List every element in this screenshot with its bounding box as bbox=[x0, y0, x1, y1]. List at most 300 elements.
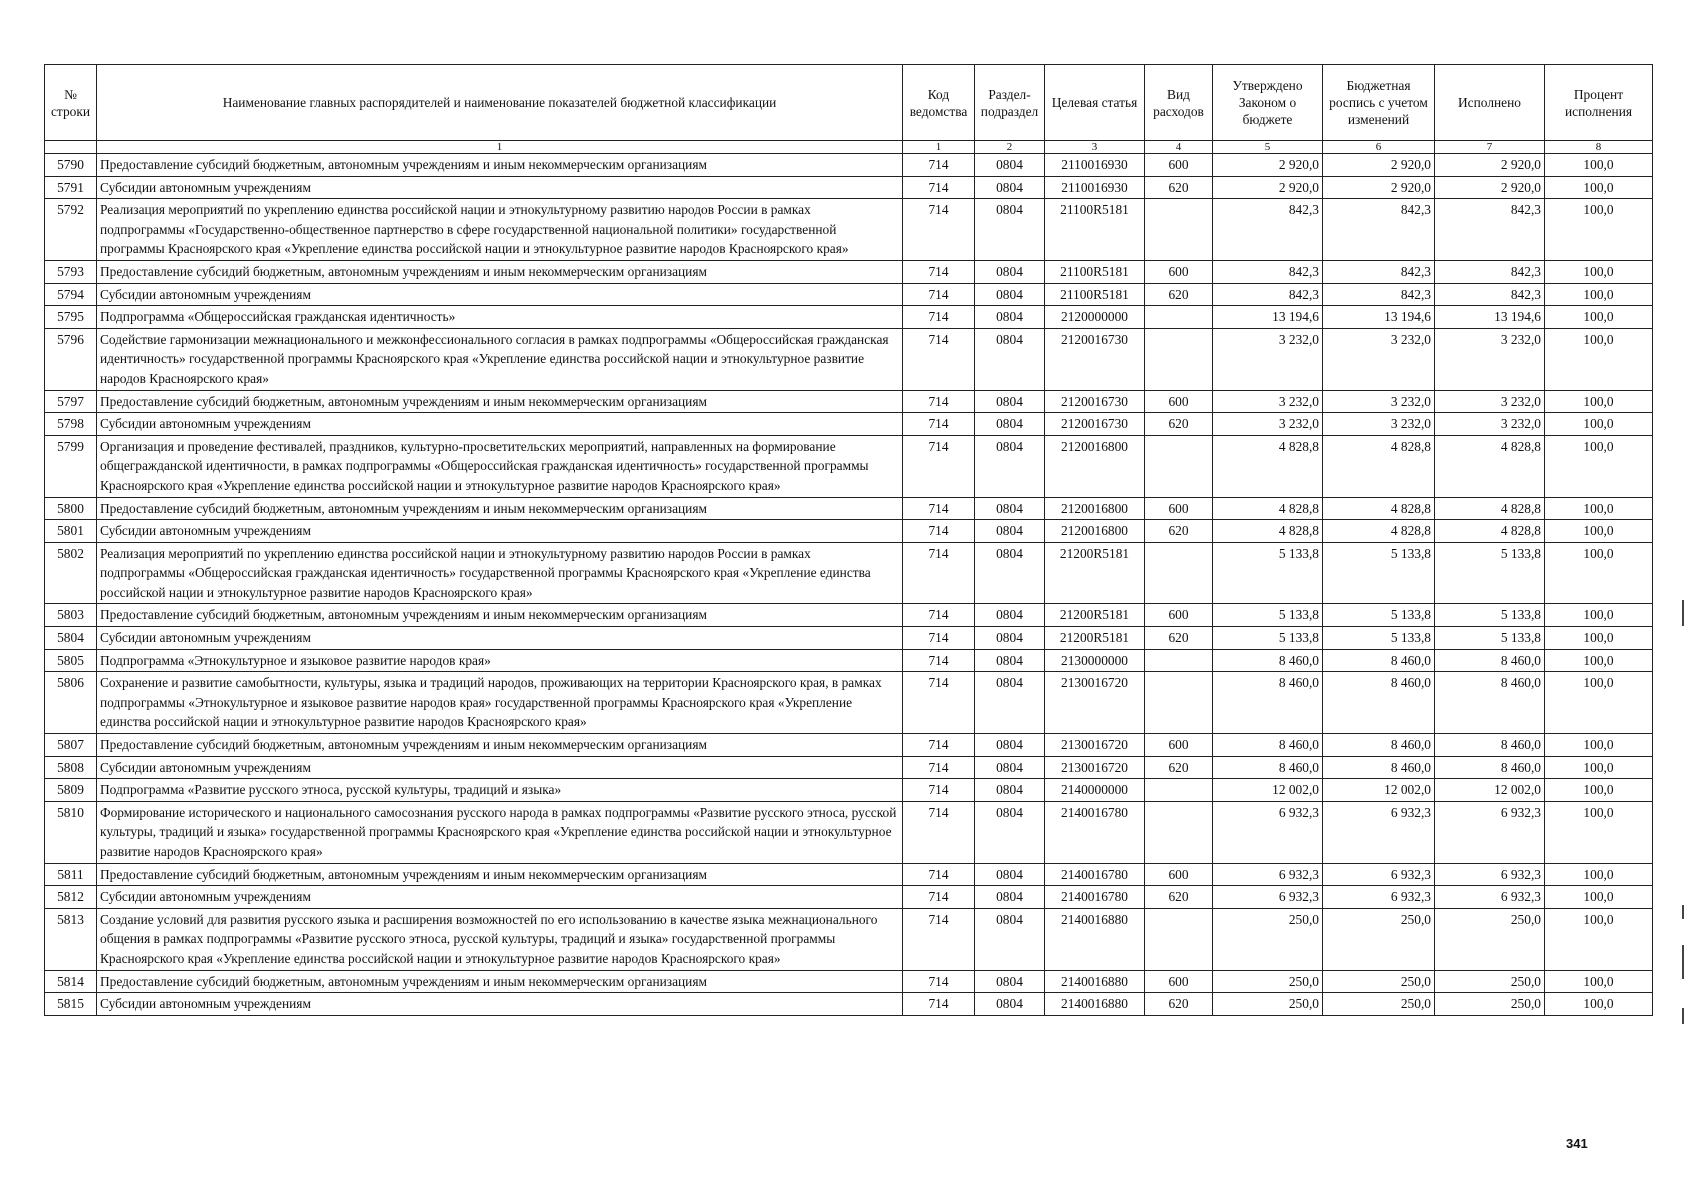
execution-percent: 100,0 bbox=[1545, 756, 1653, 779]
section-code: 0804 bbox=[975, 260, 1045, 283]
scan-edge-mark bbox=[1682, 905, 1684, 919]
expense-type: 620 bbox=[1145, 993, 1213, 1016]
budget-amount: 250,0 bbox=[1323, 908, 1435, 970]
table-row bbox=[45, 672, 1653, 734]
header-executed: Исполнено bbox=[1435, 65, 1545, 141]
target-item: 2140016780 bbox=[1045, 863, 1145, 886]
dept-code: 714 bbox=[903, 649, 975, 672]
dept-code: 714 bbox=[903, 908, 975, 970]
executed-amount: 250,0 bbox=[1435, 970, 1545, 993]
executed-amount: 6 932,3 bbox=[1435, 863, 1545, 886]
dept-code: 714 bbox=[903, 390, 975, 413]
budget-amount: 842,3 bbox=[1323, 283, 1435, 306]
row-name: Субсидии автономным учреждениям bbox=[97, 886, 903, 909]
target-item: 2130000000 bbox=[1045, 649, 1145, 672]
budget-amount: 4 828,8 bbox=[1323, 520, 1435, 543]
expense-type bbox=[1145, 306, 1213, 329]
row-name: Сохранение и развитие самобытности, культуры, языка и традиций народов, проживающих на территории Красноярского края, в рамках подпрограммы «Этнокультурное и языковое развитие народов края» государственной программы Красноярского края «Укрепление единства российской нации и этнокультурное развитие народов Красноярского края» bbox=[97, 672, 903, 734]
expense-type: 600 bbox=[1145, 390, 1213, 413]
section-code: 0804 bbox=[975, 520, 1045, 543]
approved-amount: 842,3 bbox=[1213, 199, 1323, 261]
dept-code: 714 bbox=[903, 199, 975, 261]
table-row bbox=[45, 520, 1653, 543]
expense-type bbox=[1145, 435, 1213, 497]
row-number: 5802 bbox=[45, 542, 97, 604]
budget-amount: 5 133,8 bbox=[1323, 627, 1435, 650]
row-number: 5796 bbox=[45, 328, 97, 390]
execution-percent: 100,0 bbox=[1545, 627, 1653, 650]
execution-percent: 100,0 bbox=[1545, 886, 1653, 909]
row-name: Предоставление субсидий бюджетным, автономным учреждениям и иным некоммерческим организациям bbox=[97, 604, 903, 627]
approved-amount: 842,3 bbox=[1213, 260, 1323, 283]
approved-amount: 8 460,0 bbox=[1213, 649, 1323, 672]
execution-percent: 100,0 bbox=[1545, 970, 1653, 993]
column-number: 3 bbox=[1045, 141, 1145, 154]
expense-type: 620 bbox=[1145, 756, 1213, 779]
execution-percent: 100,0 bbox=[1545, 306, 1653, 329]
expense-type: 620 bbox=[1145, 283, 1213, 306]
executed-amount: 4 828,8 bbox=[1435, 497, 1545, 520]
dept-code: 714 bbox=[903, 328, 975, 390]
section-code: 0804 bbox=[975, 199, 1045, 261]
row-name: Организация и проведение фестивалей, праздников, культурно-просветительских мероприятий, направленных на формирование общегражданской идентичности, в рамках подпрограммы «Общероссийская гражданская идентичность» государственной программы Красноярского края «Укрепление единства российской нации и этнокультурное развитие народов Красноярского края» bbox=[97, 435, 903, 497]
dept-code: 714 bbox=[903, 970, 975, 993]
approved-amount: 8 460,0 bbox=[1213, 672, 1323, 734]
row-name: Подпрограмма «Этнокультурное и языковое развитие народов края» bbox=[97, 649, 903, 672]
dept-code: 714 bbox=[903, 993, 975, 1016]
table-row bbox=[45, 306, 1653, 329]
execution-percent: 100,0 bbox=[1545, 779, 1653, 802]
expense-type: 620 bbox=[1145, 520, 1213, 543]
table-row bbox=[45, 328, 1653, 390]
execution-percent: 100,0 bbox=[1545, 649, 1653, 672]
section-code: 0804 bbox=[975, 542, 1045, 604]
dept-code: 714 bbox=[903, 176, 975, 199]
dept-code: 714 bbox=[903, 497, 975, 520]
section-code: 0804 bbox=[975, 328, 1045, 390]
dept-code: 714 bbox=[903, 604, 975, 627]
table-row bbox=[45, 779, 1653, 802]
dept-code: 714 bbox=[903, 283, 975, 306]
executed-amount: 13 194,6 bbox=[1435, 306, 1545, 329]
budget-amount: 250,0 bbox=[1323, 993, 1435, 1016]
target-item: 2120000000 bbox=[1045, 306, 1145, 329]
row-name: Реализация мероприятий по укреплению единства российской нации и этнокультурному развитию народов России в рамках подпрограммы «Государственно-общественное партнерство в сфере государственной национальной политики» государственной программы Красноярского края «Укрепление единства российской нации и этнокультурное развитие народов Красноярского края» bbox=[97, 199, 903, 261]
executed-amount: 4 828,8 bbox=[1435, 435, 1545, 497]
section-code: 0804 bbox=[975, 779, 1045, 802]
header-budget-list: Бюджетная роспись с учетом изменений bbox=[1323, 65, 1435, 141]
expense-type bbox=[1145, 672, 1213, 734]
execution-percent: 100,0 bbox=[1545, 154, 1653, 177]
column-number: 2 bbox=[975, 141, 1045, 154]
column-number: 4 bbox=[1145, 141, 1213, 154]
executed-amount: 8 460,0 bbox=[1435, 649, 1545, 672]
approved-amount: 12 002,0 bbox=[1213, 779, 1323, 802]
dept-code: 714 bbox=[903, 756, 975, 779]
executed-amount: 842,3 bbox=[1435, 283, 1545, 306]
target-item: 2140016780 bbox=[1045, 886, 1145, 909]
section-code: 0804 bbox=[975, 306, 1045, 329]
execution-percent: 100,0 bbox=[1545, 283, 1653, 306]
section-code: 0804 bbox=[975, 734, 1045, 757]
row-name: Формирование исторического и национального самосознания русского народа в рамках подпрограммы «Развитие русского этноса, русской культуры, традиций и языка» государственной программы Красноярского края «Укрепление единства российской нации и этнокультурное развитие народов Красноярского края» bbox=[97, 801, 903, 863]
row-number: 5798 bbox=[45, 413, 97, 436]
section-code: 0804 bbox=[975, 390, 1045, 413]
section-code: 0804 bbox=[975, 801, 1045, 863]
budget-amount: 842,3 bbox=[1323, 199, 1435, 261]
table-row bbox=[45, 283, 1653, 306]
target-item: 2120016730 bbox=[1045, 328, 1145, 390]
expense-type: 620 bbox=[1145, 627, 1213, 650]
approved-amount: 3 232,0 bbox=[1213, 328, 1323, 390]
target-item: 2130016720 bbox=[1045, 672, 1145, 734]
row-number: 5793 bbox=[45, 260, 97, 283]
executed-amount: 3 232,0 bbox=[1435, 328, 1545, 390]
expense-type: 620 bbox=[1145, 413, 1213, 436]
header-row-no: № строки bbox=[45, 65, 97, 141]
expense-type bbox=[1145, 779, 1213, 802]
target-item: 21200R5181 bbox=[1045, 627, 1145, 650]
section-code: 0804 bbox=[975, 283, 1045, 306]
table-row bbox=[45, 435, 1653, 497]
budget-amount: 5 133,8 bbox=[1323, 604, 1435, 627]
row-name: Подпрограмма «Развитие русского этноса, русской культуры, традиций и языка» bbox=[97, 779, 903, 802]
budget-amount: 4 828,8 bbox=[1323, 497, 1435, 520]
budget-amount: 6 932,3 bbox=[1323, 801, 1435, 863]
approved-amount: 13 194,6 bbox=[1213, 306, 1323, 329]
section-code: 0804 bbox=[975, 672, 1045, 734]
dept-code: 714 bbox=[903, 542, 975, 604]
table-row bbox=[45, 627, 1653, 650]
dept-code: 714 bbox=[903, 413, 975, 436]
section-code: 0804 bbox=[975, 908, 1045, 970]
target-item: 21200R5181 bbox=[1045, 604, 1145, 627]
dept-code: 714 bbox=[903, 435, 975, 497]
budget-amount: 6 932,3 bbox=[1323, 886, 1435, 909]
row-number: 5805 bbox=[45, 649, 97, 672]
row-name: Создание условий для развития русского языка и расширения возможностей по его использованию в качестве языка межнационального общения в рамках подпрограммы «Развитие русского этноса, русской культуры, традиций и языка» государственной программы Красноярского края «Укрепление единства российской нации и этнокультурное развитие народов Красноярского края» bbox=[97, 908, 903, 970]
execution-percent: 100,0 bbox=[1545, 413, 1653, 436]
target-item: 2120016730 bbox=[1045, 413, 1145, 436]
dept-code: 714 bbox=[903, 734, 975, 757]
section-code: 0804 bbox=[975, 604, 1045, 627]
table-row bbox=[45, 886, 1653, 909]
target-item: 2140016880 bbox=[1045, 908, 1145, 970]
expense-type: 600 bbox=[1145, 863, 1213, 886]
section-code: 0804 bbox=[975, 970, 1045, 993]
column-number: 1 bbox=[97, 141, 903, 154]
execution-percent: 100,0 bbox=[1545, 672, 1653, 734]
budget-amount: 3 232,0 bbox=[1323, 328, 1435, 390]
row-name: Предоставление субсидий бюджетным, автономным учреждениям и иным некоммерческим организациям bbox=[97, 734, 903, 757]
row-name: Предоставление субсидий бюджетным, автономным учреждениям и иным некоммерческим организациям bbox=[97, 260, 903, 283]
section-code: 0804 bbox=[975, 413, 1045, 436]
row-name: Предоставление субсидий бюджетным, автономным учреждениям и иным некоммерческим организациям bbox=[97, 390, 903, 413]
executed-amount: 6 932,3 bbox=[1435, 886, 1545, 909]
budget-amount: 842,3 bbox=[1323, 260, 1435, 283]
expense-type bbox=[1145, 649, 1213, 672]
expense-type bbox=[1145, 908, 1213, 970]
budget-amount: 4 828,8 bbox=[1323, 435, 1435, 497]
execution-percent: 100,0 bbox=[1545, 604, 1653, 627]
budget-amount: 8 460,0 bbox=[1323, 756, 1435, 779]
approved-amount: 250,0 bbox=[1213, 970, 1323, 993]
row-number: 5800 bbox=[45, 497, 97, 520]
table-body bbox=[45, 154, 1653, 1016]
executed-amount: 8 460,0 bbox=[1435, 734, 1545, 757]
section-code: 0804 bbox=[975, 649, 1045, 672]
table-row bbox=[45, 154, 1653, 177]
header-name: Наименование главных распорядителей и наименование показателей бюджетной классификации bbox=[97, 65, 903, 141]
executed-amount: 3 232,0 bbox=[1435, 390, 1545, 413]
table-row bbox=[45, 734, 1653, 757]
dept-code: 714 bbox=[903, 260, 975, 283]
section-code: 0804 bbox=[975, 993, 1045, 1016]
row-name: Субсидии автономным учреждениям bbox=[97, 176, 903, 199]
budget-amount: 8 460,0 bbox=[1323, 672, 1435, 734]
table-row bbox=[45, 801, 1653, 863]
section-code: 0804 bbox=[975, 497, 1045, 520]
budget-amount: 8 460,0 bbox=[1323, 734, 1435, 757]
executed-amount: 5 133,8 bbox=[1435, 627, 1545, 650]
approved-amount: 5 133,8 bbox=[1213, 604, 1323, 627]
section-code: 0804 bbox=[975, 176, 1045, 199]
executed-amount: 8 460,0 bbox=[1435, 756, 1545, 779]
expense-type: 620 bbox=[1145, 886, 1213, 909]
execution-percent: 100,0 bbox=[1545, 328, 1653, 390]
row-number: 5804 bbox=[45, 627, 97, 650]
row-name: Подпрограмма «Общероссийская гражданская идентичность» bbox=[97, 306, 903, 329]
table-row bbox=[45, 604, 1653, 627]
approved-amount: 8 460,0 bbox=[1213, 756, 1323, 779]
row-name: Содействие гармонизации межнационального и межконфессионального согласия в рамках подпрограммы «Общероссийская гражданская идентичность» государственной программы Красноярского края «Укрепление единства российской нации и этнокультурное развитие народов Красноярского края» bbox=[97, 328, 903, 390]
target-item: 2130016720 bbox=[1045, 756, 1145, 779]
row-number: 5815 bbox=[45, 993, 97, 1016]
target-item: 2140016780 bbox=[1045, 801, 1145, 863]
table-row bbox=[45, 908, 1653, 970]
execution-percent: 100,0 bbox=[1545, 734, 1653, 757]
expense-type: 600 bbox=[1145, 734, 1213, 757]
approved-amount: 4 828,8 bbox=[1213, 435, 1323, 497]
approved-amount: 3 232,0 bbox=[1213, 413, 1323, 436]
table-row bbox=[45, 199, 1653, 261]
row-name: Субсидии автономным учреждениям bbox=[97, 520, 903, 543]
dept-code: 714 bbox=[903, 779, 975, 802]
row-name: Субсидии автономным учреждениям bbox=[97, 993, 903, 1016]
target-item: 2120016800 bbox=[1045, 520, 1145, 543]
execution-percent: 100,0 bbox=[1545, 435, 1653, 497]
approved-amount: 6 932,3 bbox=[1213, 886, 1323, 909]
table-row bbox=[45, 863, 1653, 886]
column-number: 5 bbox=[1213, 141, 1323, 154]
executed-amount: 5 133,8 bbox=[1435, 604, 1545, 627]
expense-type bbox=[1145, 328, 1213, 390]
row-number: 5792 bbox=[45, 199, 97, 261]
row-name: Субсидии автономным учреждениям bbox=[97, 756, 903, 779]
target-item: 2110016930 bbox=[1045, 154, 1145, 177]
budget-amount: 3 232,0 bbox=[1323, 390, 1435, 413]
executed-amount: 2 920,0 bbox=[1435, 154, 1545, 177]
execution-percent: 100,0 bbox=[1545, 520, 1653, 543]
row-number: 5806 bbox=[45, 672, 97, 734]
target-item: 21100R5181 bbox=[1045, 283, 1145, 306]
executed-amount: 6 932,3 bbox=[1435, 801, 1545, 863]
row-number: 5797 bbox=[45, 390, 97, 413]
target-item: 2140016880 bbox=[1045, 970, 1145, 993]
row-number: 5790 bbox=[45, 154, 97, 177]
dept-code: 714 bbox=[903, 306, 975, 329]
header-target-item: Целевая статья bbox=[1045, 65, 1145, 141]
header-section: Раздел-подраздел bbox=[975, 65, 1045, 141]
column-number: 1 bbox=[903, 141, 975, 154]
execution-percent: 100,0 bbox=[1545, 390, 1653, 413]
execution-percent: 100,0 bbox=[1545, 801, 1653, 863]
column-number: 8 bbox=[1545, 141, 1653, 154]
approved-amount: 842,3 bbox=[1213, 283, 1323, 306]
target-item: 21200R5181 bbox=[1045, 542, 1145, 604]
execution-percent: 100,0 bbox=[1545, 176, 1653, 199]
budget-amount: 250,0 bbox=[1323, 970, 1435, 993]
table-header bbox=[45, 65, 1653, 154]
expense-type: 600 bbox=[1145, 604, 1213, 627]
section-code: 0804 bbox=[975, 627, 1045, 650]
budget-amount: 8 460,0 bbox=[1323, 649, 1435, 672]
page-number: 341 bbox=[1566, 1136, 1588, 1151]
header-dept-code: Код ведомства bbox=[903, 65, 975, 141]
section-code: 0804 bbox=[975, 154, 1045, 177]
executed-amount: 250,0 bbox=[1435, 908, 1545, 970]
execution-percent: 100,0 bbox=[1545, 993, 1653, 1016]
target-item: 2110016930 bbox=[1045, 176, 1145, 199]
table-row bbox=[45, 260, 1653, 283]
approved-amount: 3 232,0 bbox=[1213, 390, 1323, 413]
target-item: 21100R5181 bbox=[1045, 199, 1145, 261]
expense-type bbox=[1145, 801, 1213, 863]
row-number: 5791 bbox=[45, 176, 97, 199]
budget-amount: 2 920,0 bbox=[1323, 154, 1435, 177]
column-number-row bbox=[45, 141, 1653, 154]
budget-amount: 3 232,0 bbox=[1323, 413, 1435, 436]
target-item: 2120016800 bbox=[1045, 435, 1145, 497]
expense-type bbox=[1145, 542, 1213, 604]
dept-code: 714 bbox=[903, 520, 975, 543]
execution-percent: 100,0 bbox=[1545, 908, 1653, 970]
target-item: 2140016880 bbox=[1045, 993, 1145, 1016]
target-item: 21100R5181 bbox=[1045, 260, 1145, 283]
row-name: Предоставление субсидий бюджетным, автономным учреждениям и иным некоммерческим организациям bbox=[97, 497, 903, 520]
table-row bbox=[45, 497, 1653, 520]
table-row bbox=[45, 413, 1653, 436]
executed-amount: 2 920,0 bbox=[1435, 176, 1545, 199]
row-number: 5794 bbox=[45, 283, 97, 306]
row-name: Субсидии автономным учреждениям bbox=[97, 627, 903, 650]
row-number: 5809 bbox=[45, 779, 97, 802]
execution-percent: 100,0 bbox=[1545, 260, 1653, 283]
executed-amount: 250,0 bbox=[1435, 993, 1545, 1016]
column-number: 6 bbox=[1323, 141, 1435, 154]
approved-amount: 250,0 bbox=[1213, 908, 1323, 970]
scan-edge-mark bbox=[1682, 1008, 1684, 1024]
approved-amount: 2 920,0 bbox=[1213, 176, 1323, 199]
executed-amount: 842,3 bbox=[1435, 199, 1545, 261]
table-row bbox=[45, 649, 1653, 672]
budget-amount: 6 932,3 bbox=[1323, 863, 1435, 886]
row-name: Субсидии автономным учреждениям bbox=[97, 283, 903, 306]
row-number: 5811 bbox=[45, 863, 97, 886]
budget-amount: 5 133,8 bbox=[1323, 542, 1435, 604]
table-row bbox=[45, 390, 1653, 413]
row-number: 5808 bbox=[45, 756, 97, 779]
approved-amount: 8 460,0 bbox=[1213, 734, 1323, 757]
target-item: 2120016800 bbox=[1045, 497, 1145, 520]
dept-code: 714 bbox=[903, 886, 975, 909]
table-row bbox=[45, 993, 1653, 1016]
header-percent: Процент исполнения bbox=[1545, 65, 1653, 141]
dept-code: 714 bbox=[903, 863, 975, 886]
section-code: 0804 bbox=[975, 863, 1045, 886]
scan-edge-mark bbox=[1682, 600, 1684, 626]
row-name: Реализация мероприятий по укреплению единства российской нации и этнокультурному развитию народов России в рамках подпрограммы «Общероссийская гражданская идентичность» государственной программы Красноярского края «Укрепление единства российской нации и этнокультурное развитие народов Красноярского края» bbox=[97, 542, 903, 604]
header-approved: Утверждено Законом о бюджете bbox=[1213, 65, 1323, 141]
executed-amount: 12 002,0 bbox=[1435, 779, 1545, 802]
budget-amount: 12 002,0 bbox=[1323, 779, 1435, 802]
target-item: 2130016720 bbox=[1045, 734, 1145, 757]
executed-amount: 4 828,8 bbox=[1435, 520, 1545, 543]
row-number: 5801 bbox=[45, 520, 97, 543]
budget-execution-table bbox=[44, 64, 1653, 1016]
section-code: 0804 bbox=[975, 435, 1045, 497]
header-expense-type: Вид расходов bbox=[1145, 65, 1213, 141]
expense-type: 620 bbox=[1145, 176, 1213, 199]
expense-type: 600 bbox=[1145, 497, 1213, 520]
executed-amount: 3 232,0 bbox=[1435, 413, 1545, 436]
budget-amount: 2 920,0 bbox=[1323, 176, 1435, 199]
row-number: 5803 bbox=[45, 604, 97, 627]
row-name: Предоставление субсидий бюджетным, автономным учреждениям и иным некоммерческим организациям bbox=[97, 154, 903, 177]
target-item: 2140000000 bbox=[1045, 779, 1145, 802]
execution-percent: 100,0 bbox=[1545, 497, 1653, 520]
dept-code: 714 bbox=[903, 801, 975, 863]
approved-amount: 6 932,3 bbox=[1213, 801, 1323, 863]
table-row bbox=[45, 970, 1653, 993]
row-number: 5807 bbox=[45, 734, 97, 757]
row-number: 5813 bbox=[45, 908, 97, 970]
expense-type: 600 bbox=[1145, 260, 1213, 283]
row-number: 5812 bbox=[45, 886, 97, 909]
approved-amount: 6 932,3 bbox=[1213, 863, 1323, 886]
row-number: 5799 bbox=[45, 435, 97, 497]
column-number: 7 bbox=[1435, 141, 1545, 154]
row-number: 5810 bbox=[45, 801, 97, 863]
dept-code: 714 bbox=[903, 627, 975, 650]
executed-amount: 842,3 bbox=[1435, 260, 1545, 283]
execution-percent: 100,0 bbox=[1545, 863, 1653, 886]
approved-amount: 5 133,8 bbox=[1213, 627, 1323, 650]
row-number: 5814 bbox=[45, 970, 97, 993]
executed-amount: 5 133,8 bbox=[1435, 542, 1545, 604]
section-code: 0804 bbox=[975, 886, 1045, 909]
approved-amount: 250,0 bbox=[1213, 993, 1323, 1016]
dept-code: 714 bbox=[903, 154, 975, 177]
dept-code: 714 bbox=[903, 672, 975, 734]
row-name: Предоставление субсидий бюджетным, автономным учреждениям и иным некоммерческим организациям bbox=[97, 863, 903, 886]
execution-percent: 100,0 bbox=[1545, 542, 1653, 604]
approved-amount: 4 828,8 bbox=[1213, 520, 1323, 543]
row-name: Предоставление субсидий бюджетным, автономным учреждениям и иным некоммерческим организациям bbox=[97, 970, 903, 993]
section-code: 0804 bbox=[975, 756, 1045, 779]
approved-amount: 2 920,0 bbox=[1213, 154, 1323, 177]
expense-type bbox=[1145, 199, 1213, 261]
